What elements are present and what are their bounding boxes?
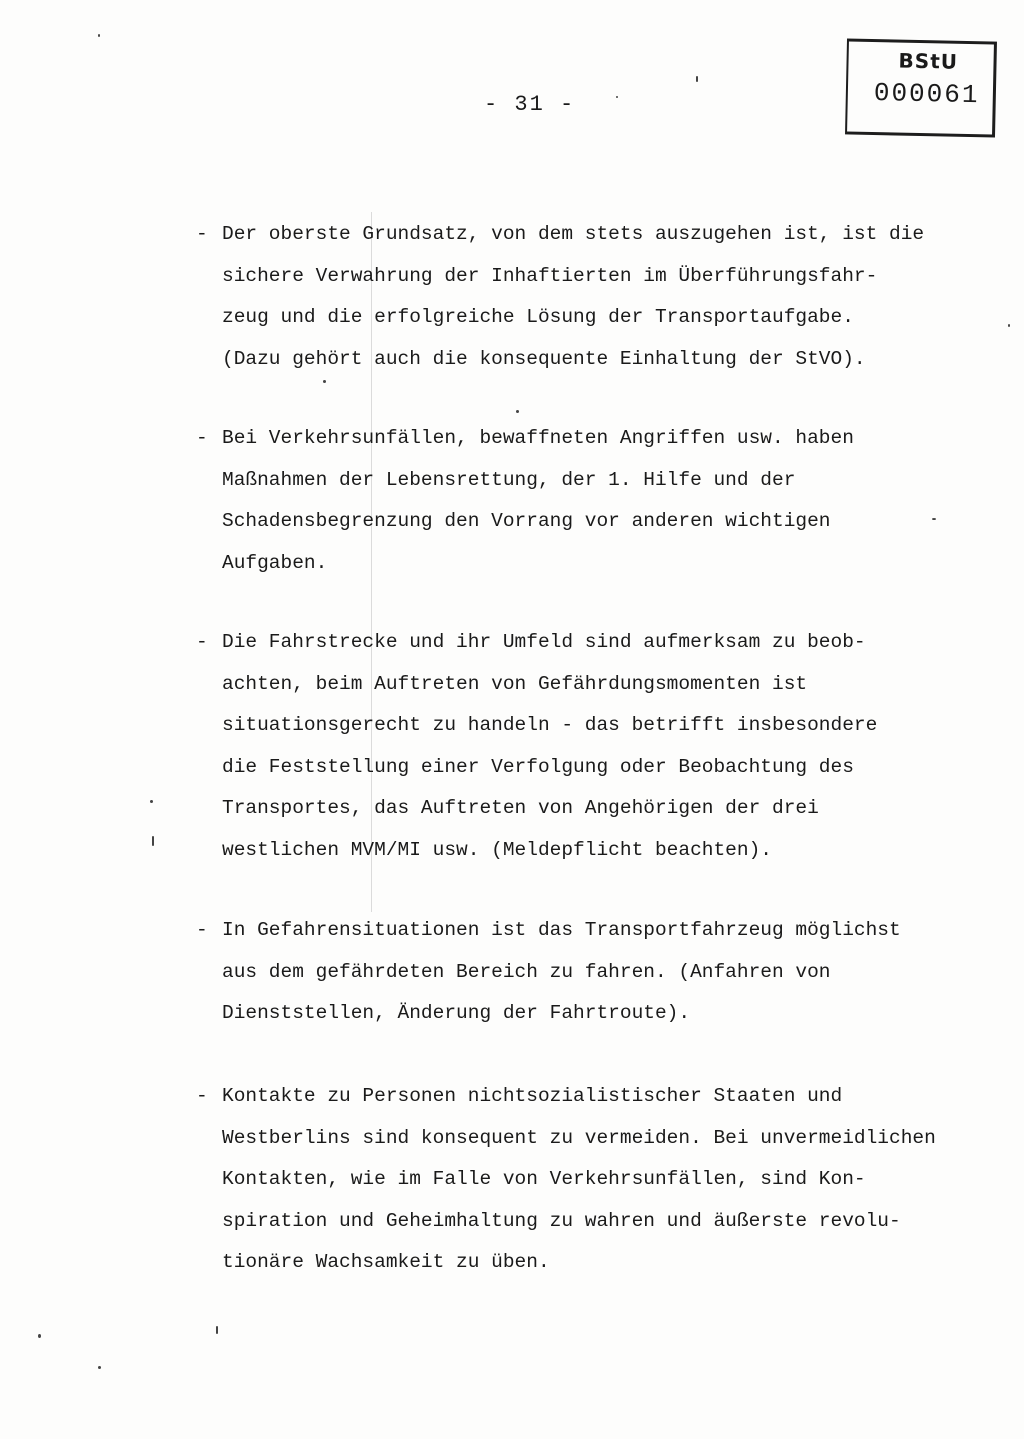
paragraph-2: [196, 418, 996, 584]
text-line: situationsgerecht zu handeln - das betrifft insbesondere: [222, 714, 878, 736]
text-line: Aufgaben.: [222, 551, 328, 574]
text-line: achten, beim Auftreten von Gefährdungsmomenten ist: [222, 672, 808, 695]
text-line: Westberlins sind konsequent zu vermeiden. Bei unvermeidlichen: [222, 1126, 936, 1149]
text-line: Bei Verkehrsunfällen, bewaffneten Angriffen usw. haben: [222, 427, 854, 449]
bullet-dash: -: [196, 631, 208, 653]
bullet-dash: -: [196, 427, 208, 449]
paragraph-1: [196, 214, 996, 380]
scan-speck: [216, 1326, 218, 1334]
paragraph-3: [196, 622, 996, 871]
text-line: Der oberste Grundsatz, von dem stets auszugehen ist, ist die: [222, 223, 925, 245]
scan-speck: [38, 1334, 41, 1338]
text-line: Die Fahrstrecke und ihr Umfeld sind aufmerksam zu beob-: [222, 631, 866, 653]
bullet-dash: -: [196, 223, 208, 245]
paragraph-4: [196, 910, 996, 1035]
scan-speck: [932, 518, 936, 520]
archive-stamp: [845, 38, 997, 137]
text-line: (Dazu gehört auch die konsequente Einhaltung der StVO).: [222, 347, 866, 370]
text-line: Dienststellen, Änderung der Fahrtroute).: [222, 1002, 691, 1024]
scan-speck: [1008, 324, 1010, 327]
text-line: spiration und Geheimhaltung zu wahren und äußerste revolu-: [222, 1209, 901, 1232]
scan-speck: [323, 380, 326, 383]
stamp-number: 000061: [873, 78, 980, 111]
text-line: Kontakten, wie im Falle von Verkehrsunfällen, sind Kon-: [222, 1168, 866, 1190]
scan-speck: [98, 1366, 101, 1369]
scan-speck: [98, 34, 100, 37]
bullet-dash: -: [196, 919, 208, 941]
text-line: tionäre Wachsamkeit zu üben.: [222, 1251, 550, 1273]
text-line: zeug und die erfolgreiche Lösung der Transportaufgabe.: [222, 306, 854, 328]
text-line: westlichen MVM/MI usw. (Meldepflicht beachten).: [222, 838, 772, 861]
bullet-dash: -: [196, 1085, 208, 1107]
scan-speck: [516, 410, 519, 413]
text-line: Transportes, das Auftreten von Angehörigen der drei: [222, 797, 819, 819]
scan-speck: [616, 96, 618, 98]
text-line: In Gefahrensituationen ist das Transportfahrzeug möglichst: [222, 919, 901, 941]
scan-speck: [152, 836, 154, 846]
text-line: sichere Verwahrung der Inhaftierten im Überführungsfahr-: [222, 264, 878, 287]
stamp-label: BStU: [898, 48, 959, 74]
scan-speck: [150, 800, 153, 803]
text-line: Maßnahmen der Lebensrettung, der 1. Hilfe und der: [222, 468, 796, 491]
text-line: aus dem gefährdeten Bereich zu fahren. (Anfahren von: [222, 960, 831, 983]
paragraph-5: [196, 1076, 996, 1284]
text-line: Kontakte zu Personen nichtsozialistischer Staaten und: [222, 1085, 843, 1107]
text-line: Schadensbegrenzung den Vorrang vor anderen wichtigen: [222, 510, 831, 532]
page-number: - 31 -: [484, 92, 576, 117]
scan-speck: [696, 76, 698, 82]
text-line: die Feststellung einer Verfolgung oder Beobachtung des: [222, 755, 854, 778]
